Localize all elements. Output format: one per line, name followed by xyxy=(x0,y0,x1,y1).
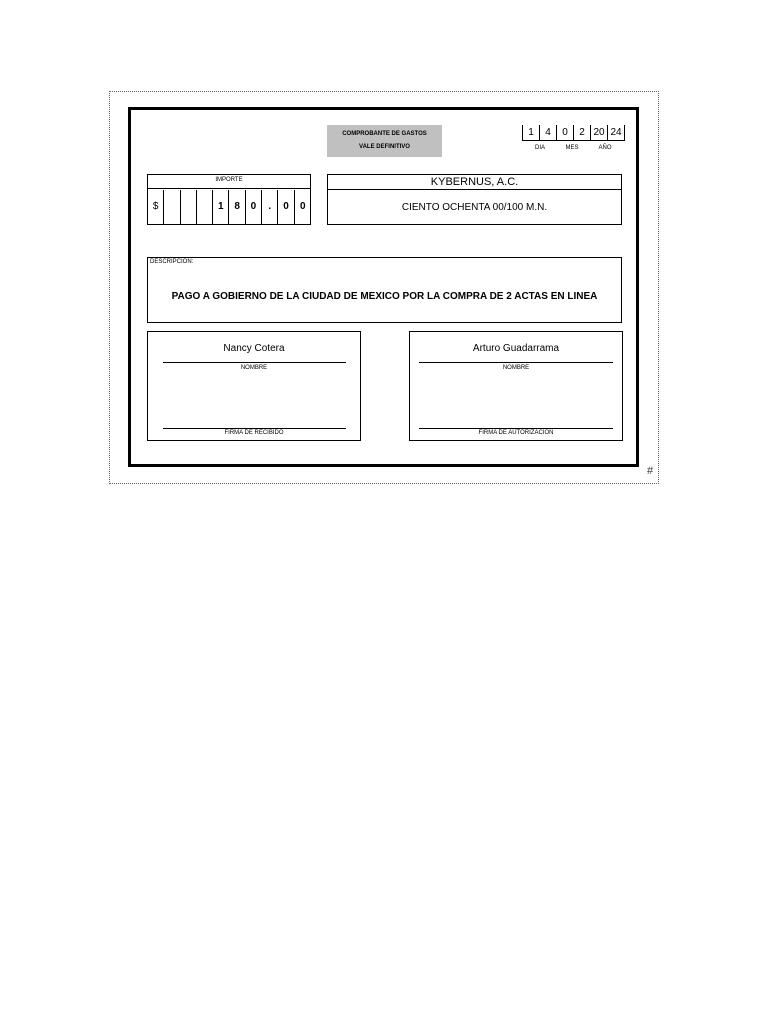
company-name: KYBERNUS, A.C. xyxy=(328,175,621,190)
description-label: DESCRIPCION: xyxy=(150,259,194,265)
receiver-signature-label: FIRMA DE RECIBIDO xyxy=(224,430,284,436)
importe-digits xyxy=(148,190,311,224)
date-digit: 4 xyxy=(540,125,557,140)
date-digit: 2 xyxy=(574,125,591,140)
importe-label: IMPORTE xyxy=(148,175,310,189)
amount-digit xyxy=(181,190,197,224)
title-line-2: VALE DEFINITIVO xyxy=(359,144,410,150)
amount-digit: 1 xyxy=(213,190,229,224)
description-box xyxy=(147,257,622,323)
title-line-1: COMPROBANTE DE GASTOS xyxy=(342,131,427,137)
month-label: MES xyxy=(565,145,579,151)
voucher-title xyxy=(327,125,442,157)
amount-digit: 0 xyxy=(300,201,306,212)
amount-in-words: CIENTO OCHENTA 00/100 M.N. xyxy=(401,202,548,213)
receiver-name: Nancy Cotera xyxy=(223,343,285,354)
year-label: AÑO xyxy=(598,145,612,151)
description-text: PAGO A GOBIERNO DE LA CIUDAD DE MEXICO POR LA COMPRA DE 2 ACTAS EN LINEA xyxy=(171,291,598,302)
amount-digit xyxy=(164,190,180,224)
authorizer-signature-line xyxy=(419,428,613,429)
date-cells xyxy=(522,125,625,141)
amount-digit xyxy=(197,190,213,224)
authorizer-name-line xyxy=(419,362,613,363)
corner-mark: # xyxy=(647,465,654,477)
amount-digit: 8 xyxy=(229,190,245,224)
authorizer-name-label: NOMBRE xyxy=(502,365,530,371)
authorizer-name: Arturo Guadarrama xyxy=(472,343,560,354)
receiver-name-line xyxy=(163,362,346,363)
date-digit: 0 xyxy=(557,125,574,140)
receiver-signature-line xyxy=(163,428,346,429)
currency-symbol: $ xyxy=(148,190,164,224)
amount-digit: . xyxy=(262,190,278,224)
authorizer-signature-label: FIRMA DE AUTORIZACIÓN xyxy=(478,430,554,436)
date-labels xyxy=(531,145,613,151)
date-digit: 24 xyxy=(608,125,625,140)
amount-digit: 0 xyxy=(246,190,262,224)
date-digit: 20 xyxy=(591,125,608,140)
day-label: DIA xyxy=(534,145,545,151)
receiver-name-label: NOMBRE xyxy=(240,365,268,371)
amount-digit: 0 xyxy=(278,190,294,224)
date-digit: 1 xyxy=(523,125,540,140)
